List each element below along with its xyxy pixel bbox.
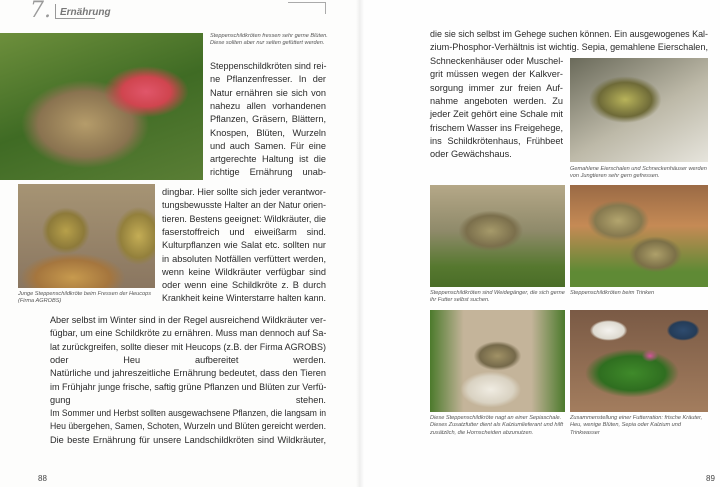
text-line: oder Heu aufbereitet werden. [50, 354, 326, 365]
text-line: Die beste Ernährung für unsere Landschildkröten sind Wildkräuter, [50, 434, 326, 445]
photo-tortoises-grazing [430, 185, 565, 287]
text-line: oder Gewächshaus. [430, 149, 512, 160]
chapter-underline [55, 18, 95, 19]
text-line: Steppenschildkröten sind rei- [210, 61, 327, 71]
text-line: Natur ernähren sie sich von [210, 87, 326, 98]
text-line: artgerechte Haltung ist die [210, 154, 326, 165]
text-line: faserstoffreich und eiweißarm sind. [162, 226, 326, 237]
text-line: dingbar. Hier sollte sich jeder verantwor- [162, 187, 326, 197]
text-line: die sie sich selbst im Gehege suchen können. Ein ausgewogenes Kal- [430, 29, 709, 39]
text-line: tungsbewusste Halter an der Natur orien- [162, 200, 327, 211]
corner-mark [288, 2, 326, 14]
chapter-title: Ernährung [55, 4, 111, 18]
photo-caption: Gemahlene Eierschalen und Schneckenhäuser werden von Jungtieren sehr gern gefressen. [570, 166, 707, 180]
text-line: Im Sommer und Herbst sollten ausgewachsene Pflanzen, die langsam in [50, 408, 326, 419]
text-line: im Frühjahr junge frische, saftig grüne Pflanzen und Blüten zur Verfü- [50, 381, 327, 392]
text-line: tieren. Bestens geeignet: Wildkräuter, die [162, 213, 326, 224]
photo-tortoise-eating-flower [0, 33, 203, 180]
photo-tortoises-drinking [570, 185, 708, 287]
photo-caption: Steppenschildkröten fressen sehr gerne Blüten. Diese sollten aber nur selten gefüttert werden. [210, 33, 328, 47]
text-line: ins Schildkrötenhaus, Frühbeet [430, 135, 563, 146]
text-line: zium-Phosphor-Verhältnis ist wichtig. Sepia, gemahlene Eierschalen, [430, 42, 708, 53]
text-line: Kulturpflanzen wie Salat etc. sollten nur [162, 240, 326, 251]
text-line: jeder Zeit gehört eine Schale mit [430, 109, 563, 120]
text-line: ne Pflanzenfresser. In der [210, 74, 326, 85]
photo-young-tortoises-feeding [18, 184, 155, 288]
text-line: gung stehen. [50, 394, 326, 405]
text-line: und auch Samen. Für eine [210, 140, 326, 151]
text-line: Heu übergehen, Samen, Schoten, Wurzeln und Blüten gereicht werden. [50, 421, 326, 432]
photo-caption: Zusammenstellung einer Futterration: frische Kräuter, Heu, wenige Blüten, Sepia oder Kalzium und Trinkwasser [570, 415, 703, 436]
text-line: Pflanzen, Gräsern, Blättern, [210, 114, 326, 125]
photo-food-ration [570, 310, 708, 412]
chapter-number: 7. [30, 0, 51, 23]
text-line: nahme angeboten werden. Zu [430, 95, 563, 106]
text-line: fügbar, um eine Schildkröte zu ernähren. Muss man dennoch auf Sa- [50, 328, 327, 339]
text-line: grit müssen wegen der Kalkver- [430, 69, 563, 80]
text-line: oder wenn eine Schildkröte z. B durch [162, 280, 326, 291]
right-page [360, 0, 720, 487]
book-gutter [356, 0, 364, 487]
photo-tortoise-gnawing-sepia [430, 310, 565, 412]
text-line: in absoluten Notfällen verfüttert werden, [162, 253, 326, 264]
text-line: lat zurückgreifen, sollte dieser mit Heucops (z.B. der Firma AGROBS) [50, 341, 326, 352]
photo-caption: Steppenschildkröten sind Weidegänger, die sich gerne ihr Futter selbst suchen. [430, 290, 565, 304]
text-line: Natürliche und jahreszeitliche Ernährung bedeutet, dass den Tieren [50, 368, 326, 379]
photo-caption: Diese Steppenschildkröte nagt an einer Sepiaschale. Dieses Zusatzfutter dient als Kalziumlieferant und hilft zusätzlich, die Hornscheiden abzunutzen. [430, 415, 564, 436]
page-number: 89 [706, 474, 715, 483]
text-line: richtige Ernährung unab- [210, 167, 326, 178]
photo-caption: Junge Steppenschildkröte beim Fressen der Heucops (Firma AGROBS) [18, 291, 152, 305]
text-line: sorgung immer zur freien Auf- [430, 82, 563, 93]
text-line: wenn keine Wildkräuter verfügbar sind [162, 266, 326, 277]
text-line: Krankheit keine Winterstarre halten kann. [162, 293, 326, 304]
text-line: Schneckenhäuser oder Muschel- [430, 56, 564, 66]
text-line: Knospen, Blüten, Wurzeln [210, 127, 326, 138]
photo-caption: Steppenschildkröten beim Trinken [570, 290, 655, 296]
page-number: 88 [38, 474, 47, 483]
text-line: nahezu allen vorhandenen [210, 100, 326, 111]
photo-tortoise-on-stone [570, 58, 708, 162]
text-line: Aber selbst im Winter sind in der Regel ausreichend Wildkräuter ver- [50, 315, 326, 325]
text-line: frischem Wasser ins Freigehege, [430, 122, 563, 133]
